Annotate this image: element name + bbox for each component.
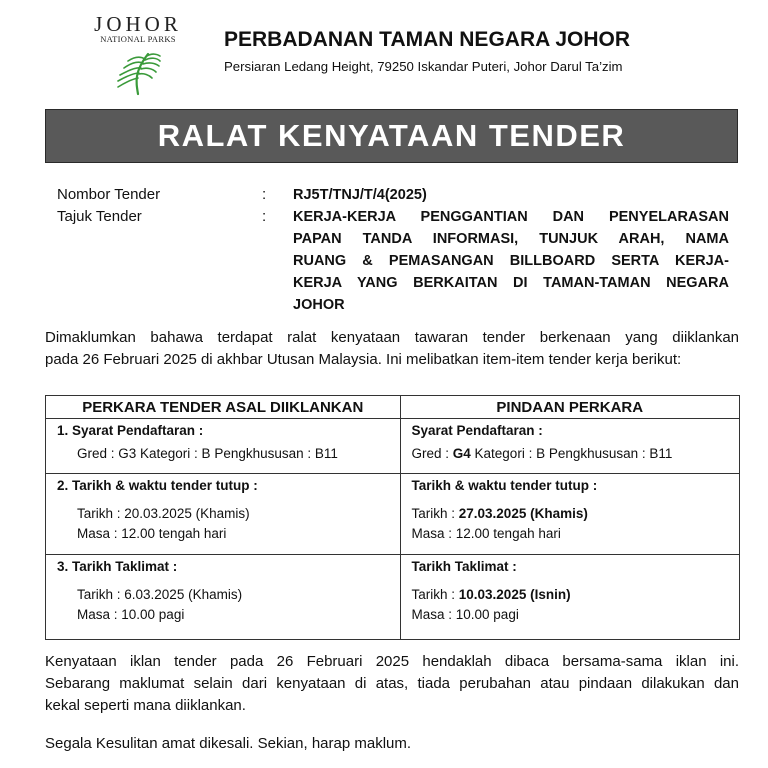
column-header-original: PERKARA TENDER ASAL DIIKLANKAN — [46, 396, 401, 419]
original-cell — [46, 474, 401, 555]
organization-address: Persiaran Ledang Height, 79250 Iskandar Puteri, Johor Darul Ta’zim — [224, 59, 623, 74]
paragraph-line: kekal seperti mana diiklankan. — [45, 697, 246, 714]
tender-title-line: KERJA YANG BERKAITAN DI TAMAN-TAMAN NEGARA — [293, 275, 729, 291]
document-title-banner — [45, 109, 738, 163]
amended-cell — [400, 555, 740, 640]
column-header-amended: PINDAAN PERKARA — [400, 396, 740, 419]
row-title: 2. Tarikh & waktu tender tutup : — [57, 478, 258, 493]
row-detail: Tarikh : 27.03.2025 (Khamis) — [411, 506, 588, 521]
row-title: Syarat Pendaftaran : — [411, 423, 543, 438]
row-detail: Masa : 12.00 tengah hari — [77, 526, 227, 541]
row-detail: Masa : 10.00 pagi — [77, 607, 185, 622]
row-detail: Gred : G3 Kategori : B Pengkhususan : B11 — [77, 446, 338, 461]
row-detail: Gred : G4 Kategori : B Pengkhususan : B11 — [411, 446, 673, 461]
document-title: RALAT KENYATAAN TENDER — [157, 118, 626, 153]
johor-national-parks-logo — [86, 14, 190, 104]
row-title: 3. Tarikh Taklimat : — [57, 559, 178, 574]
row-title: 1. Syarat Pendaftaran : — [57, 423, 204, 438]
logo-word: JOHOR — [94, 12, 182, 36]
original-cell — [46, 555, 401, 640]
organization-name: PERBADANAN TAMAN NEGARA JOHOR — [224, 28, 631, 51]
tender-number-value: RJ5T/TNJ/T/4(2025) — [293, 187, 427, 203]
amendment-table — [45, 395, 740, 640]
tender-title-line: JOHOR — [293, 297, 345, 313]
paragraph-line: Sebarang maklumat selain dari kenyataan di atas, tiada perubahan atau pindaan dilakukan dan — [45, 675, 739, 692]
amended-value: 10.03.2025 (Isnin) — [458, 587, 571, 602]
tender-title-value — [293, 206, 729, 316]
paragraph-line: pada 26 Februari 2025 di akhbar Utusan Malaysia. Ini melibatkan item-item tender kerja berikut: — [45, 351, 682, 368]
row-detail: Tarikh : 20.03.2025 (Khamis) — [77, 506, 250, 521]
amended-cell — [400, 419, 740, 474]
paragraph-line: Dimaklumkan bahawa terdapat ralat kenyataan tawaran tender berkenaan yang diiklankan — [45, 329, 739, 346]
row-title: Tarikh & waktu tender tutup : — [411, 478, 598, 493]
original-cell — [46, 419, 401, 474]
row-title: Tarikh Taklimat : — [411, 559, 517, 574]
palm-leaf-icon — [114, 48, 162, 96]
intro-paragraph — [45, 327, 739, 371]
amended-value: 27.03.2025 (Khamis) — [458, 506, 588, 521]
colon: : — [262, 186, 267, 203]
row-detail: Tarikh : 6.03.2025 (Khamis) — [77, 587, 243, 602]
amended-value: G4 — [452, 446, 471, 461]
tender-title-line: KERJA-KERJA PENGGANTIAN DAN PENYELARASAN — [293, 209, 729, 225]
table-row — [46, 555, 740, 640]
colon: : — [262, 208, 267, 225]
closing-paragraph — [45, 651, 739, 717]
tender-title-label: Tajuk Tender — [57, 208, 142, 225]
amended-cell — [400, 474, 740, 555]
tender-number-label: Nombor Tender — [57, 186, 161, 203]
row-detail: Masa : 10.00 pagi — [411, 607, 519, 622]
apology-line: Segala Kesulitan amat dikesali. Sekian, harap maklum. — [45, 735, 412, 752]
row-detail: Tarikh : 10.03.2025 (Isnin) — [411, 587, 571, 602]
paragraph-line: Kenyataan iklan tender pada 26 Februari 2025 hendaklah dibaca bersama-sama iklan ini. — [45, 653, 739, 670]
tender-title-line: RUANG & PEMASANGAN BILLBOARD SERTA KERJA- — [293, 253, 729, 269]
table-header-row — [46, 396, 740, 419]
logo-subtitle: NATIONAL PARKS — [100, 34, 176, 44]
tender-title-line: PAPAN TANDA INFORMASI, TUNJUK ARAH, NAMA — [293, 231, 729, 247]
table-row — [46, 419, 740, 474]
table-row — [46, 474, 740, 555]
row-detail: Masa : 12.00 tengah hari — [411, 526, 561, 541]
